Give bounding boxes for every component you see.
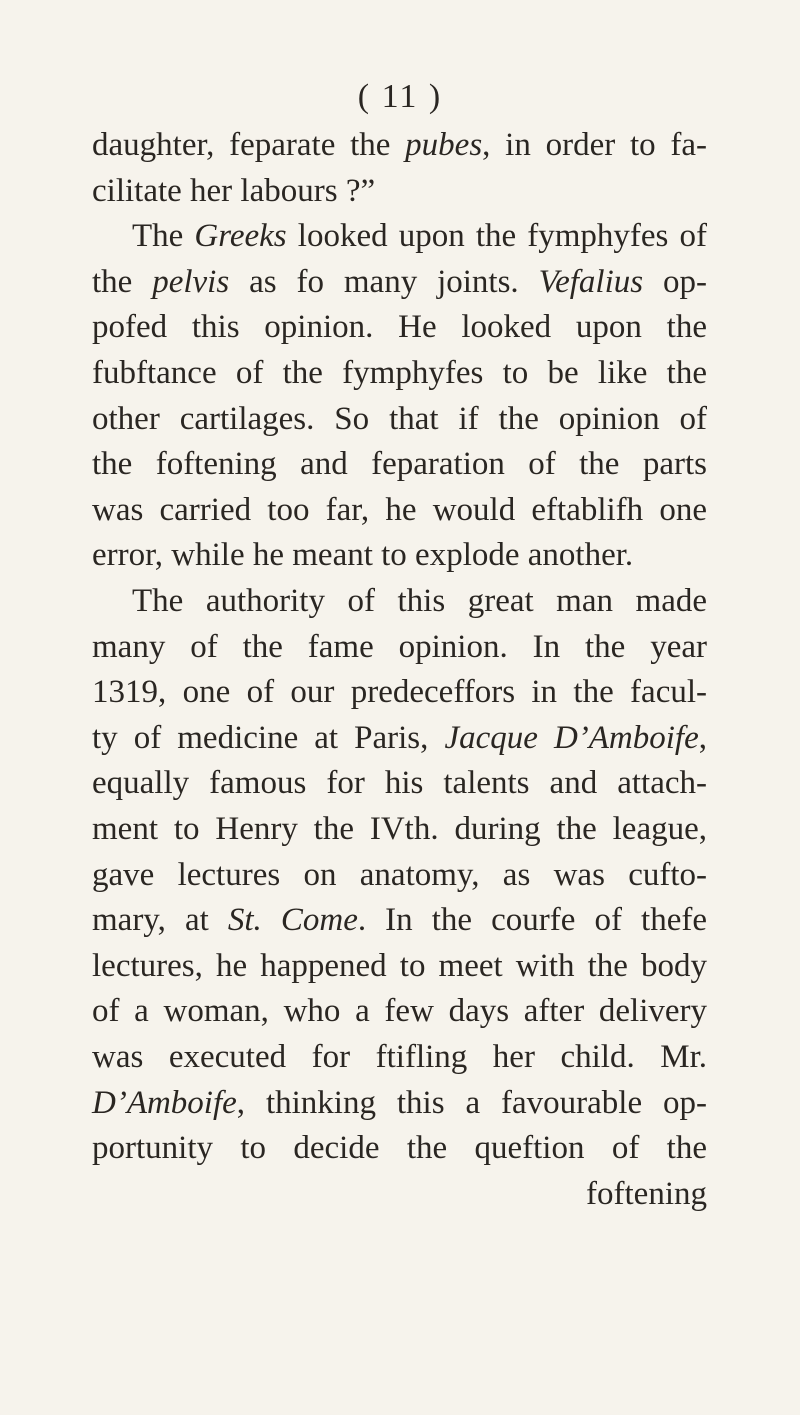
text-run: daughter, feparate the xyxy=(92,127,406,163)
text-run: op- xyxy=(643,263,707,300)
text-run: lectures, he happened to meet with the body xyxy=(92,947,707,984)
text-line xyxy=(92,1173,707,1215)
text-run: The xyxy=(132,218,195,255)
text-line xyxy=(92,1036,707,1078)
italic-run: pelvis xyxy=(152,263,230,300)
text-run: pofed this opinion. He looked upon the xyxy=(92,309,707,346)
text-run: The authority of this great man made xyxy=(132,583,707,619)
text-line xyxy=(92,762,707,804)
text-line xyxy=(92,808,707,850)
italic-run: Vefalius xyxy=(538,263,644,300)
text-run: mary, at xyxy=(92,902,228,939)
text-line xyxy=(92,626,707,668)
text-run: looked upon the fymphyfes of xyxy=(286,218,707,255)
text-run: other cartilages. So that if the opinion of xyxy=(92,400,707,437)
text-run: many of the fame opinion. In the year xyxy=(92,628,707,665)
italic-run: D’Amboife xyxy=(92,1084,237,1121)
italic-run: Greeks xyxy=(194,218,287,255)
text-line xyxy=(92,1082,707,1124)
text-line xyxy=(92,398,707,440)
text-line xyxy=(92,306,707,348)
italic-run: St. Come xyxy=(227,902,358,939)
text-line xyxy=(132,580,707,622)
text-run: equally famous for his talents and attach- xyxy=(92,765,707,802)
text-line xyxy=(92,990,707,1032)
text-run: was carried too far, he would eftablifh one xyxy=(92,491,707,528)
text-run: . In the courfe of thefe xyxy=(357,902,707,939)
text-run: , in order to fa- xyxy=(482,127,707,163)
text-line xyxy=(92,899,707,941)
text-line xyxy=(92,717,707,759)
text-run: , xyxy=(698,719,707,756)
text-line xyxy=(92,489,707,531)
text-line xyxy=(92,854,707,896)
text-run: 1319, one of our predeceffors in the facul- xyxy=(92,674,707,711)
text-line xyxy=(132,215,707,257)
text-run: cilitate her labours ?” xyxy=(92,172,376,209)
text-run: , thinking this a favourable op- xyxy=(236,1084,707,1121)
text-line xyxy=(92,443,707,485)
italic-run: Jacque D’Amboife xyxy=(444,719,699,756)
text-line xyxy=(92,261,707,303)
text-run: error, while he meant to explode another. xyxy=(92,537,634,574)
text-run: portunity to decide the queftion of the xyxy=(92,1130,707,1167)
text-line xyxy=(92,534,707,576)
text-run: as fo many joints. xyxy=(229,263,539,300)
text-line xyxy=(92,671,707,713)
text-line xyxy=(92,352,707,394)
text-line xyxy=(92,124,707,166)
text-line xyxy=(92,945,707,987)
text-run: ment to Henry the IVth. during the league, xyxy=(92,811,707,847)
text-run: was executed for ftifling her child. Mr. xyxy=(92,1039,707,1075)
text-run: ty of medicine at Paris, xyxy=(92,719,445,756)
text-run: foftening xyxy=(586,1175,707,1212)
italic-run: pubes xyxy=(405,127,483,163)
text-run: gave lectures on anatomy, as was cufto- xyxy=(92,856,707,893)
text-run: the xyxy=(92,263,153,300)
text-run: the foftening and feparation of the parts xyxy=(92,446,707,483)
text-line xyxy=(92,170,707,212)
text-run: fubftance of the fymphyfes to be like the xyxy=(92,355,707,391)
page-number: ( 11 ) xyxy=(357,78,443,115)
text-line xyxy=(92,1127,707,1169)
text-run: of a woman, who a few days after delivery xyxy=(92,993,707,1030)
